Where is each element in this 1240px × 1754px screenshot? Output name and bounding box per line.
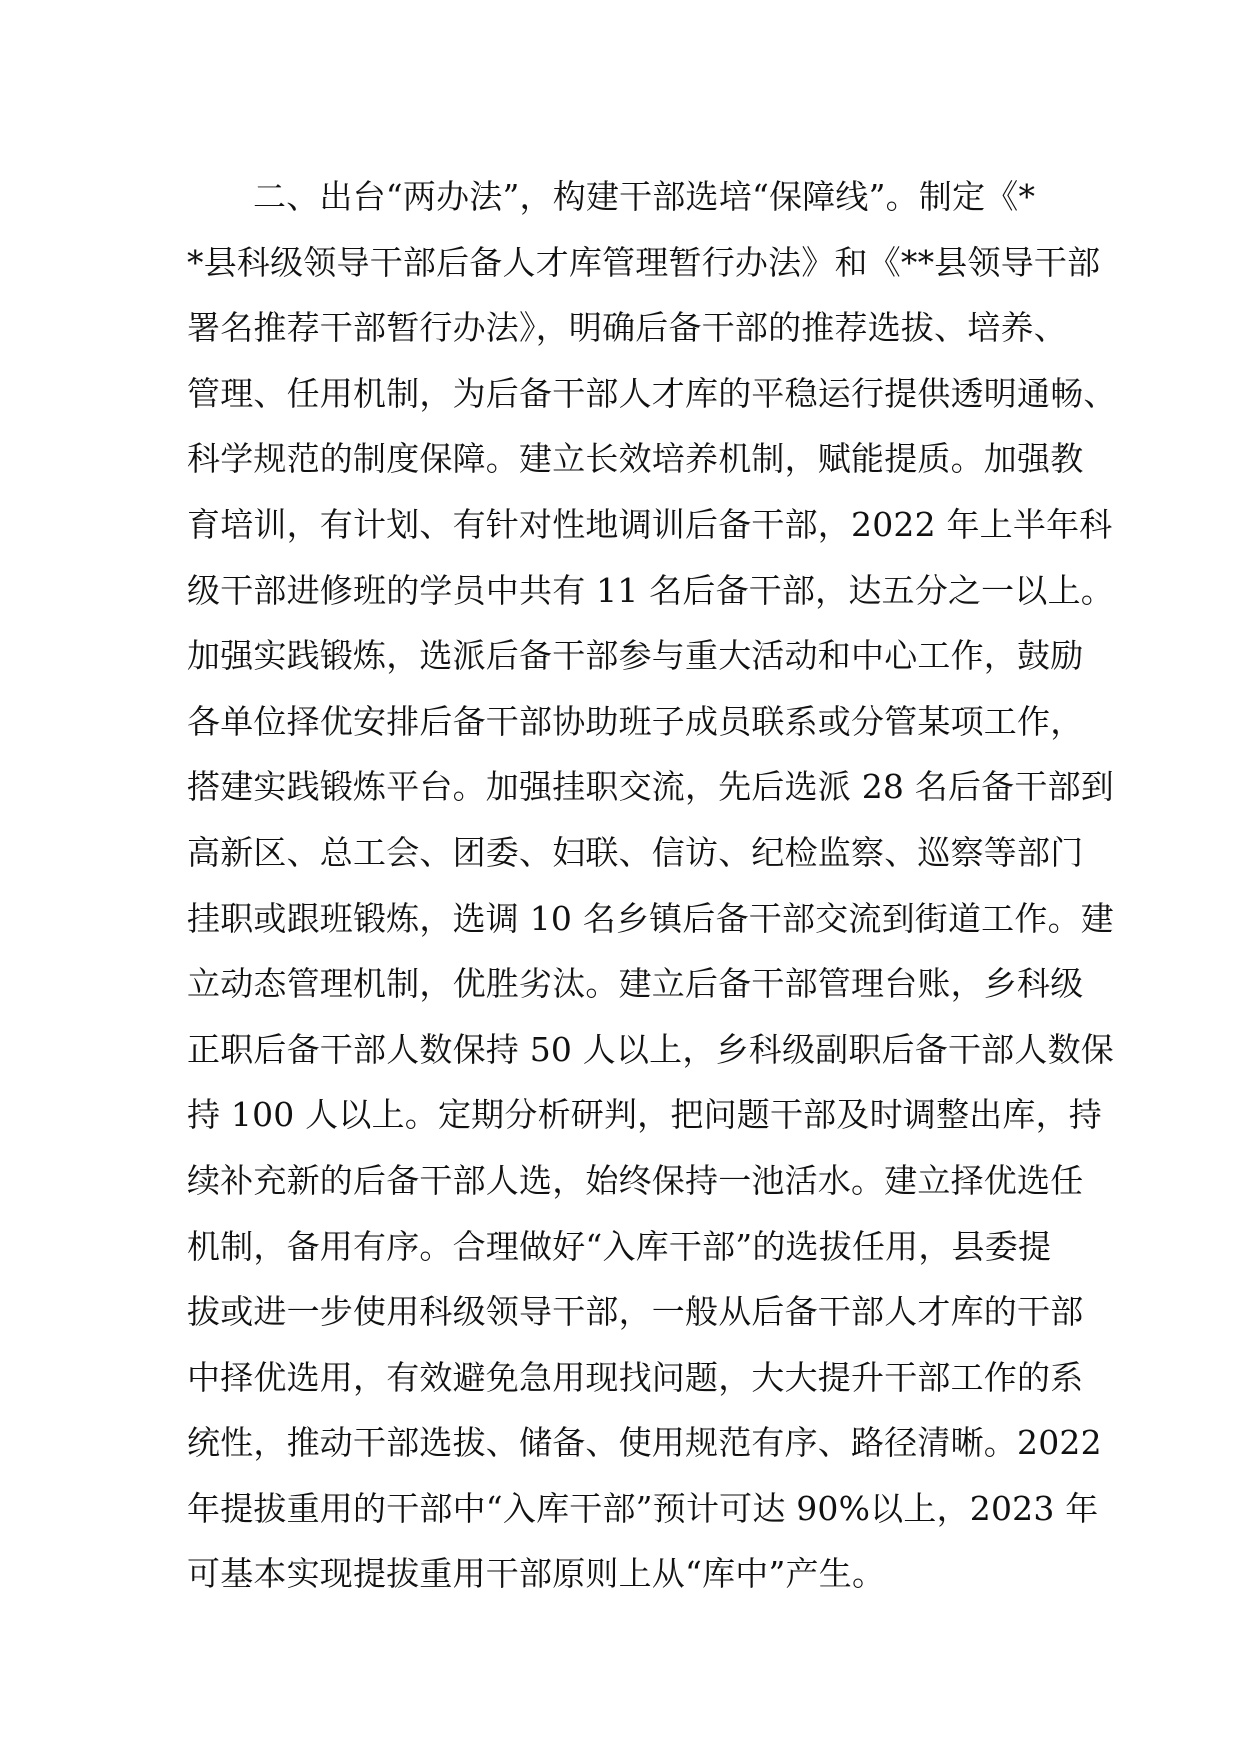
text-line-6: 育培训，有计划、有针对性地调训后备干部，2022 年上半年科 [187, 504, 1113, 544]
text-line-1: 二、出台“两办法”，构建干部选培“保障线”。制定《* [253, 177, 1036, 216]
text-line-3: 署名推荐干部暂行办法》，明确后备干部的推荐选拔、培养、 [187, 308, 1067, 348]
text-line-4: 管理、任用机制，为后备干部人才库的平稳运行提供透明通畅、 [187, 373, 1117, 413]
text-line-17: 机制，备用有序。合理做好“入库干部”的选拔任用，县委提 [187, 1226, 1052, 1266]
text-line-16: 续补充新的后备干部人选，始终保持一池活水。建立择优选任 [187, 1160, 1084, 1200]
text-line-10: 搭建实践锻炼平台。加强挂职交流，先后选派 28 名后备干部到 [187, 767, 1114, 807]
text-line-9: 各单位择优安排后备干部协助班子成员联系或分管某项工作， [187, 701, 1084, 741]
text-line-11: 高新区、总工会、团委、妇联、信访、纪检监察、巡察等部门 [187, 832, 1084, 872]
text-line-5: 科学规范的制度保障。建立长效培养机制，赋能提质。加强教 [187, 439, 1084, 479]
text-line-21: 年提拔重用的干部中“入库干部”预计可达 90%以上，2023 年 [187, 1488, 1099, 1528]
text-line-15: 持 100 人以上。定期分析研判，把问题干部及时调整出库，持 [187, 1095, 1102, 1135]
text-line-7: 级干部进修班的学员中共有 11 名后备干部，达五分之一以上。 [187, 570, 1114, 610]
text-line-18: 拔或进一步使用科级领导干部，一般从后备干部人才库的干部 [187, 1292, 1084, 1332]
text-line-8: 加强实践锻炼，选派后备干部参与重大活动和中心工作，鼓励 [187, 636, 1084, 676]
text-line-13: 立动态管理机制，优胜劣汰。建立后备干部管理台账，乡科级 [187, 964, 1084, 1004]
text-line-12: 挂职或跟班锻炼，选调 10 名乡镇后备干部交流到街道工作。建 [187, 898, 1114, 938]
text-line-2: *县科级领导干部后备人才库管理暂行办法》和《**县领导干部 [187, 242, 1101, 282]
body-paragraph [187, 164, 1117, 1607]
text-line-19: 中择优选用，有效避免急用现找问题，大大提升干部工作的系 [187, 1357, 1084, 1397]
text-line-22: 可基本实现提拔重用干部原则上从“库中”产生。 [187, 1554, 886, 1594]
text-line-14: 正职后备干部人数保持 50 人以上，乡科级副职后备干部人数保 [187, 1029, 1114, 1069]
text-line-20: 统性，推动干部选拔、储备、使用规范有序、路径清晰。2022 [187, 1423, 1102, 1463]
